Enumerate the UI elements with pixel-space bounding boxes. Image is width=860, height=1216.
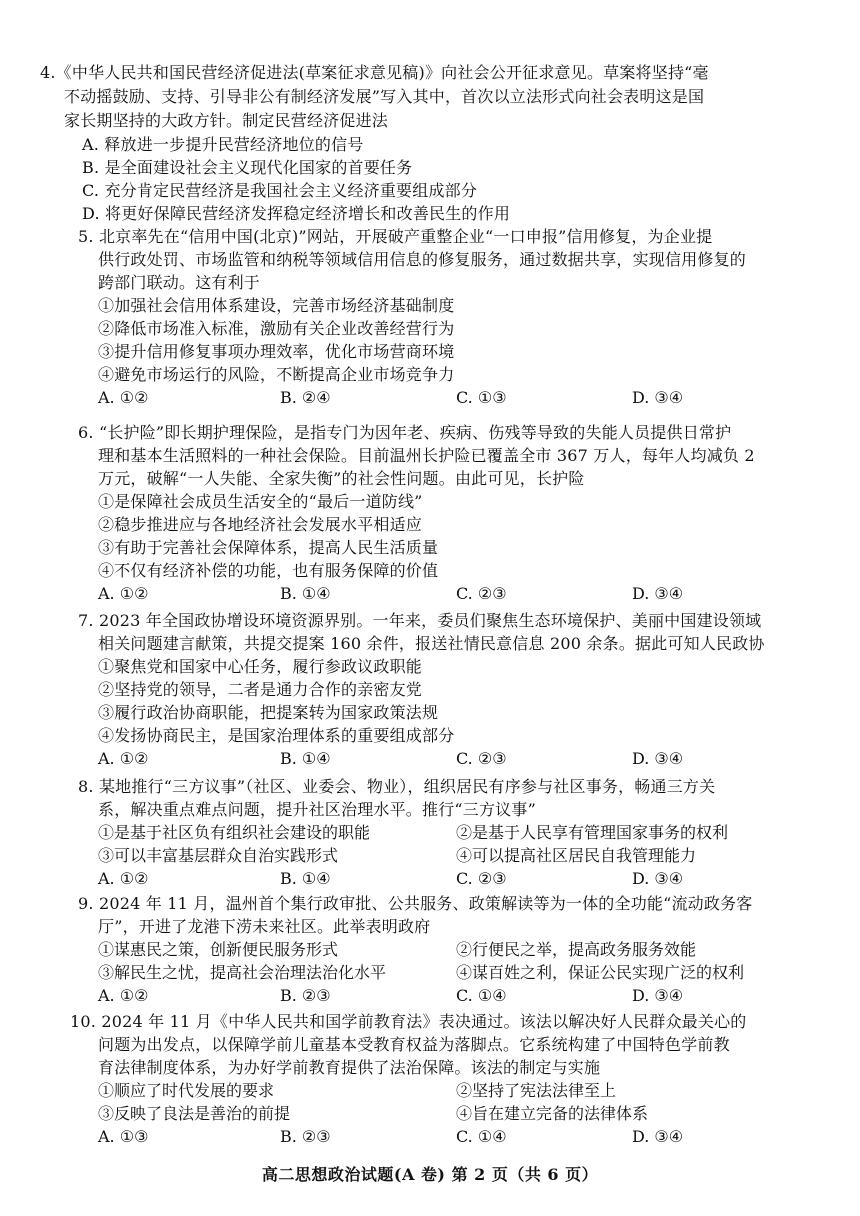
choice-b: B. ①④ (280, 584, 331, 603)
question-stem-line: 问题为出发点，以保障学前儿童基本受教育权益为落脚点。它系统构建了中国特色学前教 (98, 1035, 730, 1054)
choice-c: C. ①④ (456, 986, 507, 1005)
choice-c: C. ②③ (456, 749, 507, 768)
statement: ①加强社会信用体系建设，完善市场经济基础制度 (98, 296, 455, 315)
question-stem-line: 万元，破解“一人失能、全家失衡”的社会性问题。由此可见，长护险 (98, 469, 585, 488)
statement: ②是基于人民享有管理国家事务的权利 (456, 823, 729, 842)
statement: ④发扬协商民主，是国家治理体系的重要组成部分 (98, 726, 455, 745)
choice-b: B. ②③ (280, 1127, 331, 1146)
question-stem-line: 8. 某地推行“三方议事”（社区、业委会、物业），组织居民有序参与社区事务，畅通三方关 (78, 777, 716, 796)
statement: ③履行政治协商职能，把提案转为国家政策法规 (98, 703, 439, 722)
choice-a: A. ①② (98, 388, 149, 407)
question-stem-line: 跨部门联动。这有利于 (98, 273, 261, 292)
choice-a: A. ①② (98, 749, 149, 768)
choice-d: D. ③④ (632, 1127, 684, 1146)
answer-option: B. 是全面建设社会主义现代化国家的首要任务 (82, 158, 413, 177)
question-stem-line: 系，解决重点难点问题，提升社区治理水平。推行“三方议事” (98, 800, 536, 819)
question-stem-line: 5. 北京率先在“信用中国(北京)”网站，开展破产重整企业“一口申报”信用修复，为企业提 (78, 227, 713, 246)
question-stem-line: 相关问题建言献策，共提交提案 160 余件，报送社情民意信息 200 余条。据此可知人民政协 (98, 634, 765, 653)
statement: ④旨在建立完备的法律体系 (456, 1104, 649, 1123)
statement: ①是保障社会成员生活安全的“最后一道防线” (98, 492, 423, 511)
choice-d: D. ③④ (632, 749, 684, 768)
choice-c: C. ②③ (456, 584, 507, 603)
statement: ③解民生之忧，提高社会治理法治化水平 (98, 963, 387, 982)
statement: ④谋百姓之利，保证公民实现广泛的权利 (456, 963, 745, 982)
choice-c: C. ②③ (456, 869, 507, 888)
question-stem-line: 家长期坚持的大政方针。制定民营经济促进法 (64, 111, 389, 130)
question-stem-line: 育法律制度体系，为办好学前教育提供了法治保障。该法的制定与实施 (98, 1058, 601, 1077)
choice-a: A. ①② (98, 584, 149, 603)
choice-a: A. ①② (98, 869, 149, 888)
page-footer: 高二思想政治试题(A 卷) 第 2 页（共 6 页） (261, 1165, 599, 1184)
choice-c: C. ①③ (456, 388, 507, 407)
choice-a: A. ①② (98, 986, 149, 1005)
statement: ①聚焦党和国家中心任务，履行参政议政职能 (98, 657, 423, 676)
statement: ②行便民之举，提高政务服务效能 (456, 940, 697, 959)
answer-option: C. 充分肯定民营经济是我国社会主义经济重要组成部分 (82, 181, 478, 200)
question-stem-line: 不动摇鼓励、支持、引导非公有制经济发展”写入其中，首次以立法形式向社会表明这是国 (64, 87, 705, 106)
choice-b: B. ①④ (280, 869, 331, 888)
question-stem-line: 4.《中华人民共和国民营经济促进法(草案征求意见稿)》向社会公开征求意见。草案将坚持“毫 (40, 63, 709, 82)
statement: ④可以提高社区居民自我管理能力 (456, 846, 697, 865)
choice-c: C. ①④ (456, 1127, 507, 1146)
statement: ①谋惠民之策，创新便民服务形式 (98, 940, 339, 959)
question-stem-line: 厅”，开进了龙港下涝未来社区。此举表明政府 (98, 917, 431, 936)
statement: ③提升信用修复事项办理效率，优化市场营商环境 (98, 342, 455, 361)
question-stem-line: 9. 2024 年 11 月，温州首个集行政审批、公共服务、政策解读等为一体的全功能“流动政务客 (78, 894, 753, 913)
choice-d: D. ③④ (632, 869, 684, 888)
choice-d: D. ③④ (632, 584, 684, 603)
choice-b: B. ②③ (280, 986, 331, 1005)
question-stem-line: 理和基本生活照料的一种社会保险。目前温州长护险已覆盖全市 367 万人，每年人均减负 2 (98, 446, 755, 465)
statement: ③有助于完善社会保障体系，提高人民生活质量 (98, 538, 439, 557)
question-stem-line: 10. 2024 年 11 月《中华人民共和国学前教育法》表决通过。该法以解决好人民群众最关心的 (70, 1012, 747, 1031)
choice-d: D. ③④ (632, 388, 684, 407)
statement: ③可以丰富基层群众自治实践形式 (98, 846, 339, 865)
choice-d: D. ③④ (632, 986, 684, 1005)
statement: ①是基于社区负有组织社会建设的职能 (98, 823, 371, 842)
statement: ②稳步推进应与各地经济社会发展水平相适应 (98, 515, 423, 534)
statement: ③反映了良法是善治的前提 (98, 1104, 291, 1123)
question-stem-line: 6. “长护险”即长期护理保险，是指专门为因年老、疾病、伤残等导致的失能人员提供日常护 (78, 423, 732, 442)
statement: ④避免市场运行的风险，不断提高企业市场竞争力 (98, 365, 455, 384)
statement: ④不仅有经济补偿的功能，也有服务保障的价值 (98, 561, 439, 580)
answer-option: A. 释放进一步提升民营经济地位的信号 (82, 135, 364, 154)
choice-a: A. ①③ (98, 1127, 149, 1146)
question-stem-line: 7. 2023 年全国政协增设环境资源界别。一年来，委员们聚焦生态环境保护、美丽中国建设领域 (78, 611, 762, 630)
question-stem-line: 供行政处罚、市场监管和纳税等领域信用信息的修复服务，通过数据共享，实现信用修复的 (98, 250, 747, 269)
choice-b: B. ①④ (280, 749, 331, 768)
statement: ①顺应了时代发展的要求 (98, 1081, 275, 1100)
choice-b: B. ②④ (280, 388, 331, 407)
statement: ②坚持党的领导，二者是通力合作的亲密友党 (98, 680, 423, 699)
statement: ②坚持了宪法法律至上 (456, 1081, 617, 1100)
answer-option: D. 将更好保障民营经济发挥稳定经济增长和改善民生的作用 (82, 204, 511, 223)
statement: ②降低市场准入标准，激励有关企业改善经营行为 (98, 319, 455, 338)
